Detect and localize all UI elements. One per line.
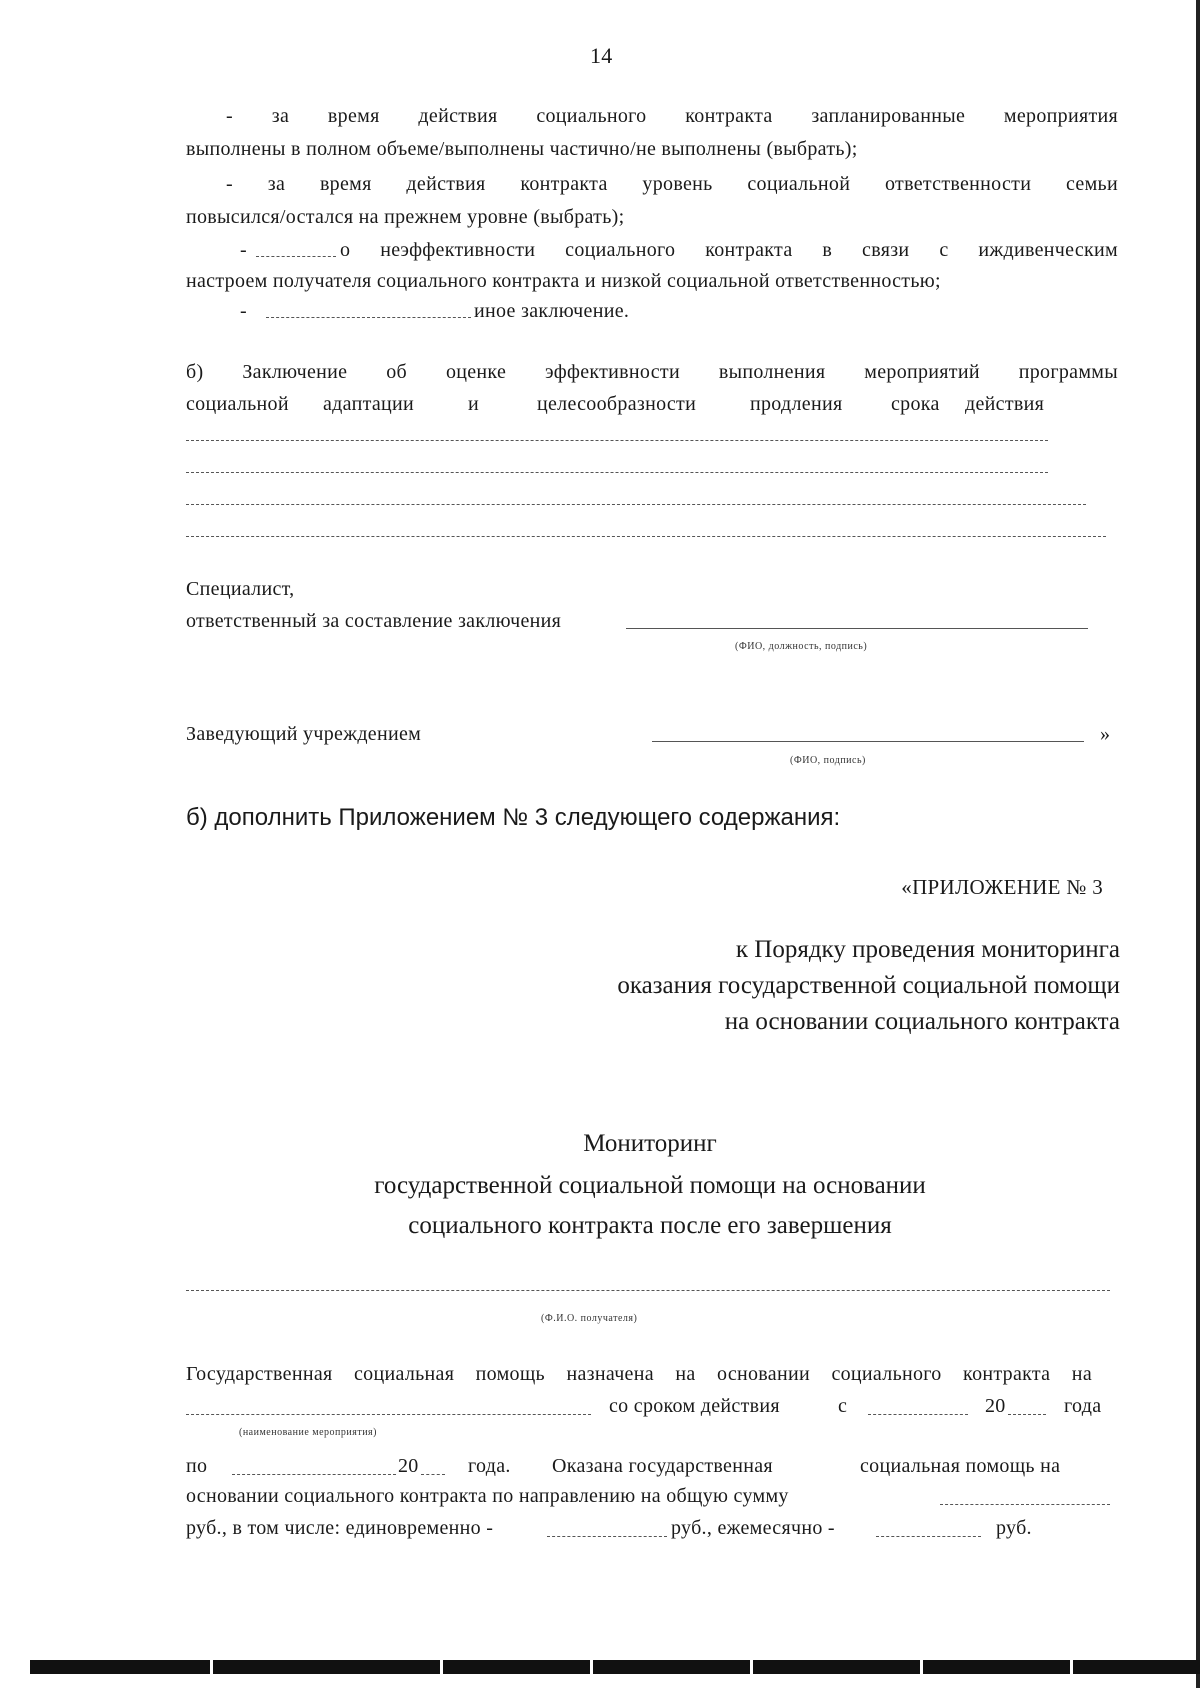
item-responsibility-line2: повысился/остался на прежнем уровне (выбрать); (186, 206, 625, 228)
conclusion-fill-line[interactable] (186, 440, 1048, 441)
from-year-suffix: года (1064, 1395, 1102, 1417)
monitoring-body-line5a: руб., в том числе: единовременно - (186, 1517, 494, 1539)
conclusion-fill-line[interactable] (186, 504, 1086, 505)
section-b-line2-5: продления (750, 393, 843, 415)
to-year-suffix: года. (468, 1455, 511, 1477)
section-b-line2-6: срока (891, 393, 940, 415)
head-label: Заведующий учреждением (186, 723, 422, 745)
item-planned-measures-line2: выполнены в полном объеме/выполнены частично/не выполнены (выбрать); (186, 138, 858, 160)
conclusion-fill-line[interactable] (186, 536, 1106, 537)
section-b-line2-1: социальной (186, 393, 289, 415)
measure-caption: (наименование мероприятия) (239, 1427, 377, 1438)
to-year-prefix: 20 (398, 1455, 419, 1477)
section-b-line2-7: действия (965, 393, 1045, 415)
section-b-line1: б) Заключение об оценке эффективности выполнения мероприятий программы (186, 361, 1118, 383)
specialist-label: Специалист, (186, 578, 295, 600)
recipient-name-line[interactable] (186, 1290, 1110, 1291)
to-year-line[interactable] (421, 1474, 445, 1475)
appendix-to-line2: оказания государственной социальной помощи (617, 972, 1120, 999)
lump-sum-line[interactable] (547, 1536, 667, 1537)
with-term-label: со сроком действия (609, 1395, 780, 1417)
monitoring-body-line5c: руб. (996, 1517, 1032, 1539)
monitoring-body-line4: основании социального контракта по направлению на общую сумму (186, 1485, 789, 1507)
from-year-prefix: 20 (985, 1395, 1006, 1417)
from-year-line[interactable] (1008, 1414, 1046, 1415)
appendix-title: «ПРИЛОЖЕНИЕ № 3 (901, 875, 1103, 899)
section-b-line2-4: целесообразности (537, 393, 697, 415)
item-other-text: иное заключение. (474, 300, 630, 322)
item-ineffective-blank[interactable] (256, 238, 336, 262)
monitoring-body-line1: Государственная социальная помощь назначена на основании социального контракта на (186, 1363, 1092, 1385)
to-date-line[interactable] (232, 1474, 396, 1475)
head-caption: (ФИО, подпись) (790, 755, 866, 766)
item-other-blank[interactable] (266, 299, 471, 323)
specialist-caption: (ФИО, должность, подпись) (735, 641, 868, 652)
rendered-label: Оказана государственная (552, 1455, 773, 1477)
item-planned-measures-line1: - за время действия социального контракта запланированные мероприятия (226, 105, 1118, 127)
appendix-to-line1: к Порядку проведения мониторинга (735, 936, 1120, 963)
head-signature-line[interactable] (652, 741, 1084, 742)
specialist-signature-line[interactable] (626, 628, 1088, 629)
help-label: социальная помощь на (860, 1455, 1061, 1477)
item-ineffective-line2: настроем получателя социального контракта и низкой социальной ответственностью; (186, 270, 941, 292)
scan-bottom-bar (30, 1660, 1200, 1674)
item-other-dash: - (240, 300, 247, 322)
item-responsibility-line1: - за время действия контракта уровень социальной ответственности семьи (226, 173, 1118, 195)
monitoring-title-line3: социального контракта после его завершения (408, 1212, 892, 1239)
to-label: по (186, 1455, 208, 1477)
section-b-line2-2: адаптации (323, 393, 415, 415)
item-ineffective-line1: о неэффективности социального контракта в связи с иждивенческим (340, 239, 1118, 261)
measure-name-line[interactable] (186, 1414, 591, 1415)
recipient-caption: (Ф.И.О. получателя) (541, 1313, 638, 1324)
appendix-to-line3: на основании социального контракта (724, 1008, 1120, 1035)
amendment-text: б) дополнить Приложением № 3 следующего содержания: (186, 804, 841, 831)
head-closing-quote: » (1100, 723, 1111, 745)
monitoring-title-line1: Мониторинг (583, 1130, 717, 1157)
page-number: 14 (590, 43, 613, 68)
specialist-role: ответственный за составление заключения (186, 610, 562, 632)
from-label: с (838, 1395, 848, 1417)
total-sum-line[interactable] (940, 1504, 1110, 1505)
monitoring-title-line2: государственной социальной помощи на основании (374, 1172, 926, 1199)
monthly-sum-line[interactable] (876, 1536, 981, 1537)
scan-edge (1196, 0, 1200, 1688)
from-date-line[interactable] (868, 1414, 968, 1415)
item-ineffective-dash: - (240, 239, 247, 261)
monitoring-body-line5b: руб., ежемесячно - (671, 1517, 835, 1539)
section-b-line2-3: и (468, 393, 480, 415)
conclusion-fill-line[interactable] (186, 472, 1048, 473)
